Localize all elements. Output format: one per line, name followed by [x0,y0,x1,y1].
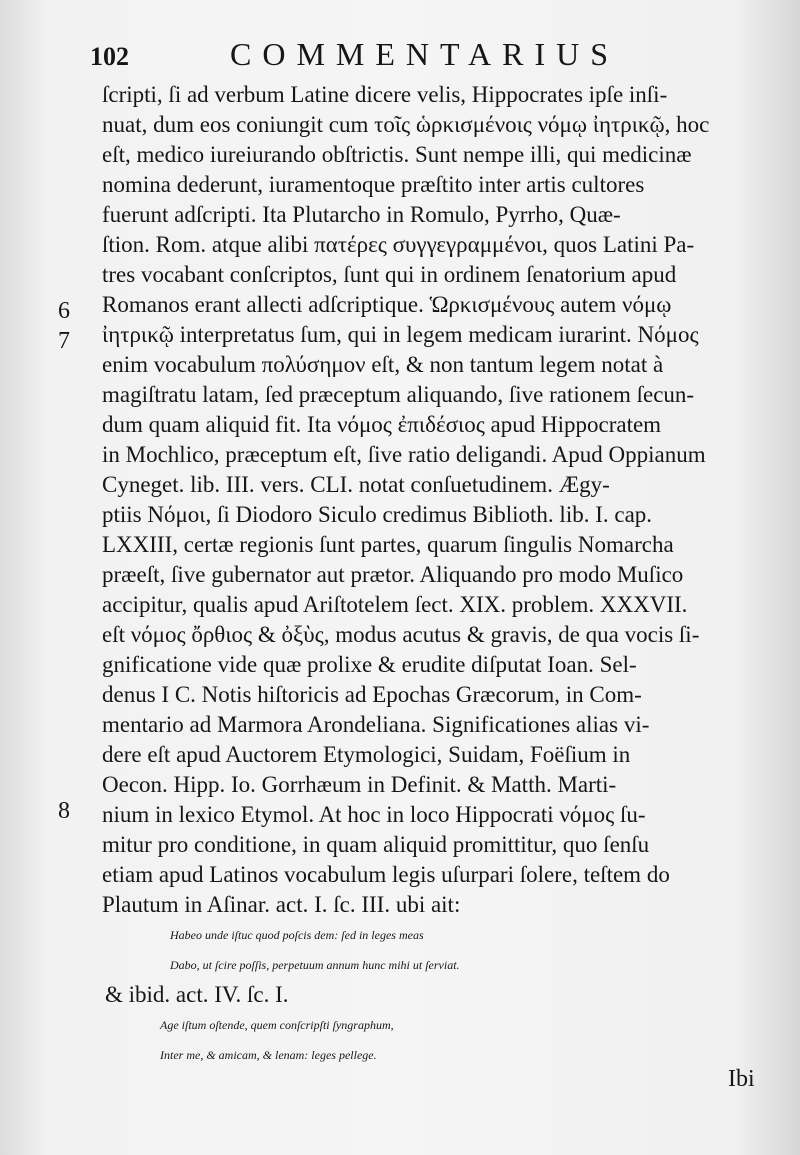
catchword: Ibi [728,1066,755,1092]
text-line: magiſtratu latam, ſed præceptum aliquando, ſive rationem ſecun- [102,382,695,407]
text-line: ſcripti, ſi ad verbum Latine dicere velis, Hippocrates ipſe inſi- [102,82,668,107]
text-line: nuat, dum eos coniungit cum τοῖς ὡρκισμένοις νόμῳ ἰητρικῷ, hoc [102,112,710,137]
text-line: Romanos erant allecti adſcriptique. Ὡρκισμένους autem νόμῳ [102,292,672,317]
text-line: accipitur, qualis apud Ariſtotelem ſect. XIX. problem. XXXVII. [102,592,688,617]
text-line: in Mochlico, præceptum eſt, ſive ratio deligandi. Apud Oppianum [102,442,706,467]
verse-line: Age iſtum oſtende, quem conſcripſti ſyngraphum, [160,1018,394,1032]
text-line: præeſt, ſive gubernator aut prætor. Aliquando pro modo Muſico [102,562,684,587]
margin-note-number: 6 [58,298,70,324]
text-line: mentario ad Marmora Arondeliana. Significationes alias vi- [102,712,650,737]
text-line: ſtion. Rom. atque alibi πατέρες συγγεγραμμένοι, quos Latini Pa- [102,232,695,257]
text-line: & ibid. act. IV. ſc. I. [105,982,289,1007]
text-line: denus I C. Notis hiſtoricis ad Epochas Græcorum, in Com- [102,682,642,707]
text-line: enim vocabulum πολύσημον eſt, & non tantum legem notat à [102,352,664,377]
text-line: ptiis Νόμοι, ſi Diodoro Siculo credimus Biblioth. lib. I. cap. [102,502,653,527]
margin-note-number: 8 [58,798,70,824]
text-line: Cyneget. lib. III. vers. CLI. notat conſuetudinem. Ægy- [102,472,610,497]
text-line: dum quam aliquid fit. Ita νόμος ἐπιδέσιος apud Hippocratem [102,412,662,437]
text-line: eſt νόμος ὄρθιος & ὀξὺς, modus acutus & gravis, de qua vocis ſi- [102,622,700,647]
page-header [90,36,740,76]
text-line: fuerunt adſcripti. Ita Plutarcho in Romulo, Pyrrho, Quæ- [102,202,621,227]
text-line: tres vocabant conſcriptos, ſunt qui in ordinem ſenatorium apud [102,262,677,287]
text-line: dere eſt apud Auctorem Etymologici, Suidam, Foëſium in [102,742,631,767]
text-line: ἰητρικῷ interpretatus ſum, qui in legem medicam iurarint. Νόμος [102,322,699,347]
text-line: LXXIII, certæ regionis ſunt partes, quarum ſingulis Nomarcha [102,532,674,557]
verse-line: Inter me, & amicam, & lenam: leges pellege. [160,1048,377,1062]
margin-note-number: 7 [58,328,70,354]
page-number: 102 [90,42,129,71]
text-line: nium in lexico Etymol. At hoc in loco Hippocrati νόμος ſu- [102,802,646,827]
verse-line: Dabo, ut ſcire poſſis, perpetuum annum hunc mihi ut ſerviat. [170,958,460,972]
text-line: gnificatione vide quæ prolixe & erudite diſputat Ioan. Sel- [102,652,637,677]
text-line: etiam apud Latinos vocabulum legis uſurpari ſolere, teſtem do [102,862,670,887]
text-line: nomina dederunt, iuramentoque præſtito inter artis cultores [102,172,645,197]
text-line: Plautum in Aſinar. act. I. ſc. III. ubi ait: [102,892,461,917]
text-line: eſt, medico iureiurando obſtrictis. Sunt nempe illi, qui medicinæ [102,142,692,167]
text-line: mitur pro conditione, in quam aliquid promittitur, quo ſenſu [102,832,650,857]
text-line: Oecon. Hipp. Io. Gorrhæum in Definit. & Matth. Marti- [102,772,617,797]
verse-line: Habeo unde iſtuc quod poſcis dem: ſed in leges meas [170,928,424,942]
running-title: COMMENTARIUS [230,36,620,72]
